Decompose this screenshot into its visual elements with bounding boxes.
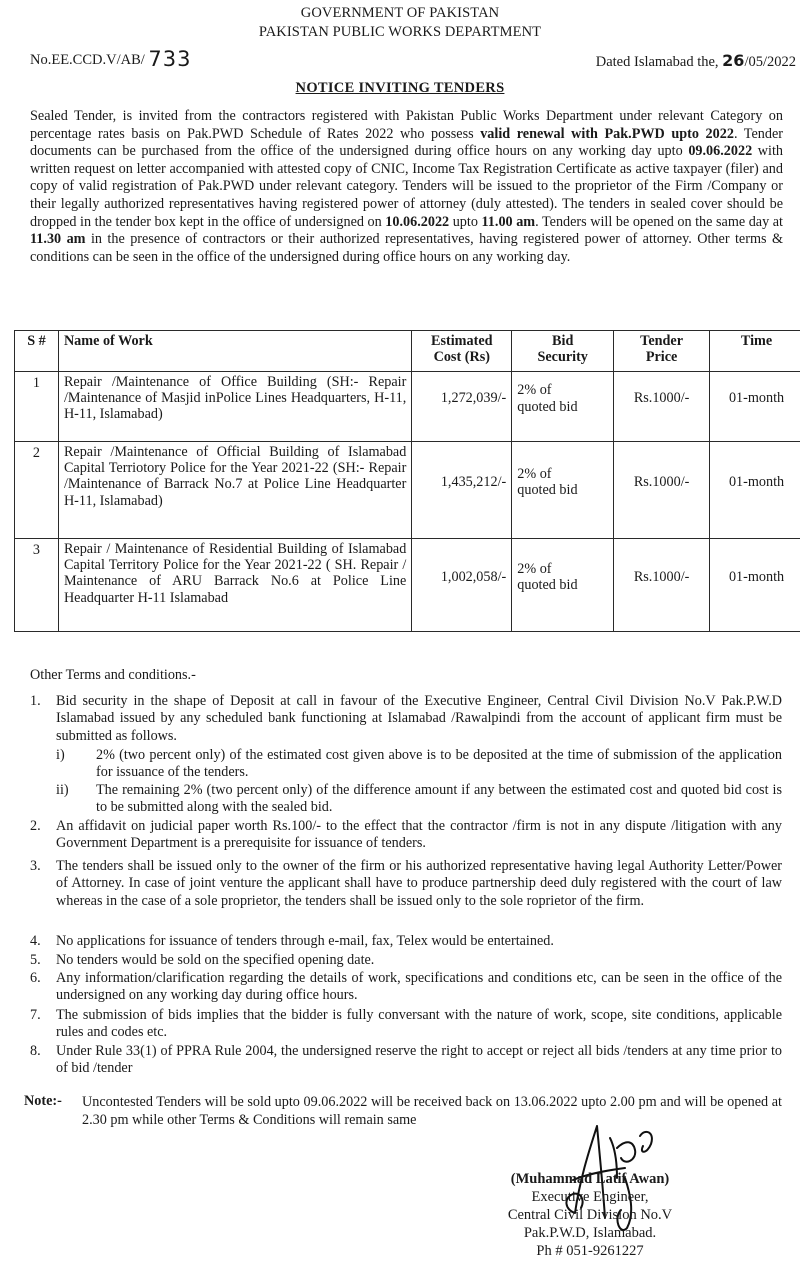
reference-handwritten-number: 733 [148, 47, 192, 71]
sub-text: 2% (two percent only) of the estimated cost given above is to be deposited at the time of submission of the application for issuance of the tenders. [96, 747, 782, 781]
term-item [30, 1007, 782, 1042]
reference-number [30, 49, 192, 69]
term-item [30, 1043, 782, 1078]
sub-number: i) [56, 747, 65, 763]
term-sub-item [56, 782, 782, 817]
term-text: An affidavit on judicial paper worth Rs.100/- to the effect that the contractor /firm is not in any dispute /litigation with any Government Department is a prerequisite for issuance of tenders. [56, 818, 782, 852]
term-text: The submission of bids implies that the bidder is fully conversant with the nature of work, scope, site conditions, applicable rules and codes etc. [56, 1007, 782, 1041]
cell-bid-security [512, 442, 614, 539]
bid-text: quoted bid [517, 577, 578, 593]
cell-bid-security [512, 539, 614, 632]
sub-text: The remaining 2% (two percent only) of the difference amount if any between the estimated cost and quoted bid cost is to be submitted along with the sealed bid. [96, 782, 782, 816]
header-text: Tender [640, 333, 684, 349]
header-bid-security [512, 331, 614, 372]
header-text: Bid [552, 333, 574, 349]
intro-bold-purchase-date: 09.06.2022 [688, 143, 753, 160]
term-number: 1. [30, 693, 41, 709]
cell-serial: 3 [15, 539, 59, 632]
header-serial: S # [15, 331, 59, 372]
cell-estimated-cost: 1,435,212/- [412, 442, 512, 539]
term-text: Bid security in the shape of Deposit at call in favour of the Executive Engineer, Central Civil Division No.V Pak.P.W.D Islamabad issued by any scheduled bank functioning at Islamabad /Rawalpindi from the account of applicant firm must be submitted as follows. [56, 693, 782, 744]
cell-tender-price: Rs.1000/- [614, 539, 710, 632]
intro-bold-drop-date: 10.06.2022 [385, 213, 450, 230]
term-item [30, 933, 782, 950]
signatory-office: Pak.P.W.D, Islamabad. [523, 1225, 657, 1241]
date-line [596, 52, 796, 71]
cell-tender-price: Rs.1000/- [614, 372, 710, 442]
term-number: 2. [30, 818, 41, 834]
term-item [30, 818, 782, 853]
term-item [30, 693, 782, 745]
terms-title: Other Terms and conditions.- [30, 667, 196, 683]
signatory-division: Central Civil Division No.V [507, 1207, 673, 1223]
note-block [24, 1093, 782, 1129]
bid-text: quoted bid [517, 482, 578, 498]
term-number: 3. [30, 858, 41, 874]
government-heading: GOVERNMENT OF PAKISTAN [300, 5, 500, 21]
bid-text: quoted bid [517, 398, 578, 415]
cell-time: 01-month [710, 372, 800, 442]
note-text: Uncontested Tenders will be sold upto 09.06.2022 will be received back on 13.06.2022 upto 2.00 pm and will be opened at 2.30 pm while other Terms & Conditions will remain same [82, 1094, 782, 1128]
header-estimated-cost [412, 331, 512, 372]
intro-paragraph [30, 108, 783, 266]
term-number: 8. [30, 1043, 41, 1059]
header-text: Estimated [431, 333, 493, 349]
table-header-row [15, 331, 800, 372]
department-heading: PAKISTAN PUBLIC WORKS DEPARTMENT [258, 24, 542, 40]
cell-tender-price: Rs.1000/- [614, 442, 710, 539]
intro-text: Sealed Tender, is invited from the contractors registered with Pakistan Public Works Department under relevant Category on percentage rates basis on Pak.PWD Schedule of Rates 2022 who possess [30, 108, 783, 142]
term-text: No tenders would be sold on the specified opening date. [56, 952, 375, 968]
intro-text: in the presence of contractors or their authorized representatives, having registered power of attorney. Other terms & conditions can be seen in the office of the undersigned during office hours on any working day. [30, 231, 783, 265]
reference-prefix: No.EE.CCD.V/AB/ [30, 52, 145, 68]
bid-text: 2% of [517, 465, 552, 482]
cell-bid-security [512, 372, 614, 442]
signatory-name: (Muhammad Latif Awan) [510, 1171, 670, 1187]
header-text: Price [645, 349, 678, 366]
term-text: No applications for issuance of tenders through e-mail, fax, Telex would be entertained. [56, 933, 554, 949]
term-item [30, 952, 782, 969]
header-name-of-work: Name of Work [58, 331, 411, 372]
cell-estimated-cost: 1,272,039/- [412, 372, 512, 442]
header-time: Time [710, 331, 800, 372]
intro-text: upto [449, 213, 482, 230]
cell-estimated-cost: 1,002,058/- [412, 539, 512, 632]
intro-text: with written request on letter accompanied with attested copy of CNIC, Income Tax Registration Certificate as active taxpayer (filer) and copy of valid registration of Pak.PWD under relevant category. Tenders will be issued to the proprietor of the Firm /Company or their legally authorized representatives having registered power of attorney (duly attested). The tenders in sealed cover should be dropped in the tender box kept in the office of undersigned on [30, 143, 783, 230]
note-label: Note:- [24, 1093, 62, 1109]
cell-name-of-work: Repair /Maintenance of Office Building (SH:- Repair /Maintenance of Masjid inPolice Lines Headquarters, H-11, H-11, Islamabad) [58, 372, 411, 442]
cell-name-of-work: Repair /Maintenance of Official Building of Islamabad Capital Terriotory Police for the Year 2021-22 (SH:- Repair /Maintenance of Barrack No.7 at Police Line Headquarter H-11, Islamabad) [58, 442, 411, 539]
term-text: The tenders shall be issued only to the owner of the firm or his authorized representative having legal Authority Letter/Power of Attorney. In case of joint venture the applicant shall have to produce partnership deed duly registered with the court of law whereas in the case of a sole proprietor, the tenders shall be issued only to the sole roprietor of the firm. [56, 858, 782, 909]
term-text: Under Rule 33(1) of PPRA Rule 2004, the undersigned reserve the right to accept or reject all bids /tenders at any time prior to of bid /tender [56, 1043, 782, 1077]
term-sub-item [56, 747, 782, 782]
table-row [15, 539, 800, 632]
dated-rest: /05/2022 [744, 54, 796, 70]
notice-title: NOTICE INVITING TENDERS [295, 80, 505, 96]
cell-time: 01-month [710, 539, 800, 632]
table-row [15, 442, 800, 539]
term-number: 7. [30, 1007, 41, 1023]
term-number: 5. [30, 952, 41, 968]
intro-text: . Tender documents can be purchased from the office of the undersigned during office hours on any working day upto [30, 125, 783, 160]
intro-text: . Tenders will be opened on the same day at [535, 213, 783, 230]
cell-name-of-work: Repair / Maintenance of Residential Building of Islamabad Capital Territory Police for the Year 2021-22 ( SH. Repair / Maintenance of ARU Barrack No.6 at Police Line Headquarter H-11 Islamabad [58, 539, 411, 632]
header-text: Security [537, 349, 588, 366]
intro-bold-drop-time: 11.00 am [481, 213, 536, 230]
cell-serial: 1 [15, 372, 59, 442]
term-number: 4. [30, 933, 41, 949]
tenders-table [14, 330, 800, 632]
table-row [15, 372, 800, 442]
bid-text: 2% of [517, 382, 552, 399]
term-item [30, 858, 782, 910]
dated-day-handwritten: 26 [722, 51, 745, 70]
term-number: 6. [30, 970, 41, 986]
sub-number: ii) [56, 782, 69, 798]
header-text: Cost (Rs) [433, 349, 490, 366]
intro-bold-renewal: valid renewal with Pak.PWD upto 2022 [480, 125, 734, 142]
bid-text: 2% of [517, 560, 552, 577]
cell-serial: 2 [15, 442, 59, 539]
signatory-designation: Executive Engineer, [531, 1189, 649, 1205]
dated-prefix: Dated Islamabad the, [595, 54, 723, 70]
signatory-block [470, 1170, 710, 1260]
cell-time: 01-month [710, 442, 800, 539]
header-tender-price [614, 331, 710, 372]
term-text: Any information/clarification regarding the details of work, specifications and conditions etc, can be seen in the office of the undersigned on any working day during office hours. [56, 970, 782, 1004]
signatory-phone: Ph # 051-9261227 [536, 1243, 644, 1259]
intro-bold-open-time: 11.30 am [30, 231, 86, 248]
term-item [30, 970, 782, 1005]
